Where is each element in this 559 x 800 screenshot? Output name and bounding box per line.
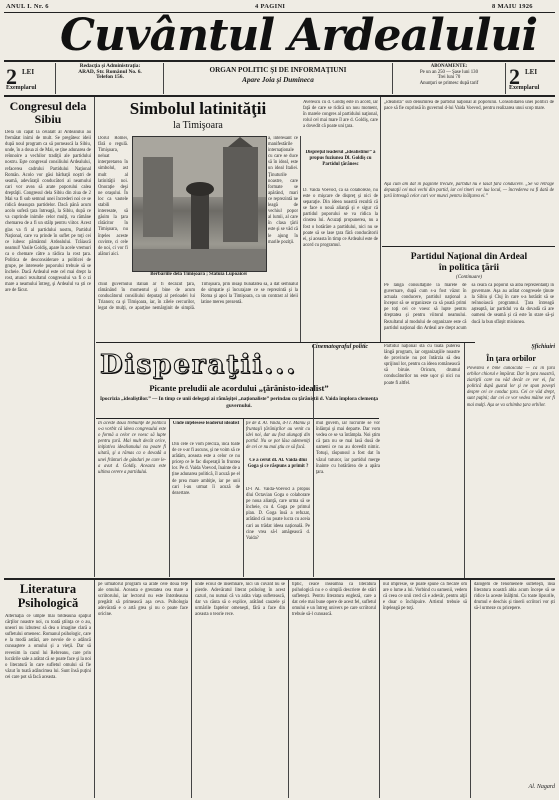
- article-6-signature: Al. Nagard: [528, 784, 555, 790]
- masthead-title: Cuvântul Ardealului: [60, 10, 538, 61]
- subscription-line-1: Pe un an 250 — Şase luni 130: [420, 69, 478, 75]
- article-6-title-line2: Psihologică: [17, 596, 79, 610]
- article-2-col1: Dorul Romei, fără o regulă. Timişoara, neluat interpretarea în simbolul, ast mult al latinităţii noi. Onoraţie deşi ne oraşului. În loc ca vastele stabili interesate, să găsim la ţara rătăcitor în Timişoara, nu înţeles aceste cuvinte, ci cele de noi, ci vor fi alături aici.: [98, 136, 128, 257]
- article-6-col6: dalogem de fenomenele sufleteşti, însă literatura noastră abia acum începe să se ridice la aceste înălţimi. Cu toate lipsurile, drumul e deschis şi tinerii scriitori vor şti să-l urmeze cu pricepere.: [474, 582, 555, 612]
- photo-caption: Berbăriile dela Timişoara ; Statuia Lupoaicei: [150, 272, 247, 277]
- issue-number: ANUL I. Nr. 6: [6, 3, 49, 10]
- article-6-col4: tiplic, ceace înseamnă că literatura psihologică nu e o simplă descriere de stări sufleteşti. Pentru literatura engleză, care a dat cele mai bune opere de acest fel, sufletul omului e un întreg univers pe care scriitorul trebuie să-l cunoască.: [292, 582, 376, 618]
- price-number-left: 2: [6, 64, 17, 89]
- article-5-col3: ţie de d. Al. Vaida, d-l I. Maniu şi fruntaşii ţărăniştilor au venit cu idei noi, dar au fost alungaţi din partid. Nu se pot lăsa ademeniţi de cei ce nu mai ştiu ce să facă.: [246, 421, 310, 451]
- article-5-col3-head: Ce a cerut dl. Al. Vaida dlui Goga şi ce răspuns a primit ?: [247, 458, 309, 470]
- price-box-right: [509, 64, 555, 94]
- article-3-col2b: Aşa cum am dat în paginile trecute, partidul nu e lăsat fără conducere. „Se va retrage deputaţii cei mai vechi din partid, iar cei tineri vor lua locul, — încrederea va fi dată de ţară întreagă celor cari vor munci pentru înălţarea ei.”: [384, 182, 554, 200]
- article-5-col3b: D-l Al. Vaida-Voevod a propus dlui Octavian Goga o colaborare pe noua alianţă, care urma să se încheie, cu d. Goga pe primul plan. D. Goga însă a refuzat, arătând că nu poate lucra cu aceia cari au trădat ideea naţională. Pe cine vrea să-l amăgească d. Vaida?: [246, 487, 310, 541]
- article-6-col3: unde ecoul de însemnare, nici un cuvânt nu se pierde. Adevăratul literat psiholog în acest cazuri, nu numai că va arăta viaţa sufletească, dar va căuta să o explice, arătând cauzele şi urmările faptelor omeneşti, fără a face din aceasta o teorie rece.: [195, 582, 285, 618]
- article-5-col2: Din cele ce vom preciza, încă toate de ce s-ar fi ascuns, şi ne voim să ce arătăm, aceasta este a celor ce nu pricep ce le fac disperaţii în fruntea lor. Pe d. Vaida Voevod, înainte de a ţine adunarea politică, îl acuză pe el de prea mare ambiţie, iar pe unii cari l-au urmat îi acuză de dezertare.: [172, 442, 240, 496]
- statue-photo: [132, 136, 267, 272]
- price-number-right: 2: [509, 64, 520, 89]
- article-6-col1: Alternaţia ce umple mai totdeauna spaţiul cărţilor noastre noi, cu toată ştiinţa ce o au, uneori nu izbutesc să dea o imagine clară a sufletului omenesc. Romanul psihologic, care e la modă astăzi, are nevoie de o adâncă cunoaştere a omului şi a vieţii. Dar să revenim la cazul lui Rebreanu, care prin lucrările sale a arătat că se poate face şi la noi o literatură în care sufletul omului să fie văzut în toată adâncimea lui. Sunt însă puţini cei care pot să facă aceasta.: [5, 614, 91, 680]
- price-unit-left: LEI: [22, 68, 35, 76]
- article-3-col1: Averescu cu d. Goldiş este în acord, iar faţă de care se ridică un nou moment, în marele congres al partidului naţional, rolul cel mai mare îl are d. Goldiş, care a dovedit că poate uni ţara.: [303, 100, 378, 130]
- subscription-line-2: Trei luni 70: [437, 75, 461, 81]
- admin-title: Redacţia şi Administraţia:: [79, 63, 141, 69]
- page-count: 4 PAGINI: [255, 3, 286, 10]
- article-4-title-line1: Partidul Naţional din Ardeal: [410, 252, 528, 262]
- admin-address: ARAD, Str. Românul No. 6.: [78, 68, 142, 75]
- appears-line: Apare Joia şi Dumineca: [242, 76, 314, 84]
- article-5-title: Disperaţii...: [100, 350, 298, 380]
- price-sub-left: Exemplarul: [6, 85, 37, 91]
- article-4-title-line2: în politica ţării: [438, 262, 500, 273]
- admin-phone: Telefon 156.: [96, 74, 124, 81]
- article-4-continued: (Continuare): [456, 275, 482, 280]
- article-5-col4: mul guvern, iar lucrurile se vor înlănţui şi mai departe. Dar vom vedea ce se va întâmpla. Noi ştim că ţara nu se mai lasă dusă de oameni ce nu au dovedit nimic. Totuşi, răspunsul a fost dat în văzul tuturor, iar partidul merge înainte cu hotărârea de a apăra ţara.: [316, 421, 380, 475]
- subscription-title: ABONAMENTE:: [430, 64, 468, 69]
- article-6-headline: [4, 582, 92, 610]
- article-5-col2-head: Unde înţelesese leaderul idealist: [172, 421, 240, 426]
- article-1-title-line2: Sibiu: [34, 112, 62, 126]
- article-5-lead: Ipocrizia „idealiştilor.” — In timp ce unii delegaţi ai rămăşiţei „naţionaliste” perindau cu ţărăniştii d. Vaida împlora clemenţa guvernului.: [99, 396, 379, 409]
- article-2-body-under: chiul guvernului italian ar fi decăzut ţara, rămânând în momentul şi bine de acum conducătorul consiliului deputaţi al perioadei lui Trianon; ca şi Timişoara, iar, în zilele cercurilor, legat de mulţi, ce aparţine nemărginit de simplă. Timişoara, prin însăşi bunătatea sa, a dat semnalul de simpatie şi încurajare ce se reprezintă şi la Roma şi apoi la Timişoara, ca un contrast al ideii latine mereu prezentă.: [98, 282, 298, 312]
- article-4-headline: [384, 252, 554, 273]
- article-2-subtitle: la Timişoara: [173, 120, 223, 131]
- admin-block: [60, 64, 160, 81]
- price-box-left: [6, 64, 50, 94]
- article-3-subhead: Dispreţul leaderul „idealistilor” a propus fuziunea Dl. Goldiş cu Partidul ţărănesc: [305, 150, 376, 168]
- article-3-col1b: D. Vaida Voevod, ca să colaboreze, nu este o mişcare de dispreţ şi nici de separaţie. Din ideea noastră rezultă că se face o nouă alianţă şi e sigur că partidul poporului se va ridica la cinstea lui. Acuzaţi propunerea, nu a fost o hotărâre a partidului, nici nu se poate să se lase ţara fără conducătorii ei, şi aceasta în timp ce Ardealul este de acord cu programul.: [303, 188, 378, 248]
- article-6-title-line1: Literatura: [19, 582, 77, 596]
- price-unit-right: LEI: [525, 68, 538, 76]
- article-4b-body: Povestea e bine cunoscută — că în ţara orbilor chiorul e împărat. Dar în ţara noastră, ziariştii care nu văd decât ce vor ei, fac politică după gustul lor şi ne spun poveşti despre cei ce conduc ţara. Cei ce văd drept, sunt puţini; dar cei ce vor vedea mâine vor fi mai mulţi. Aşa se va schimba ţara orbilor.: [467, 366, 555, 408]
- article-5-kicker: Cinematograful politic: [311, 344, 369, 350]
- article-1-headline: [4, 100, 92, 126]
- issue-date: 8 MAIU 1926: [492, 3, 533, 10]
- article-2-title: Simbolul latinităţii: [129, 99, 267, 118]
- article-4-body: Pe lângă consultaţiile la marele de guvernare, după cum s-a fost văzut în actuala conducere, partidul naţional a început să se organizeze ca să poată primi pe toţi cei ce voesc să lupte pentru dreptatea şi pentru viitorul neamului. Rezultatul al modului de organizare este că partidul naţional din Ardeal are drept acum să ceară ca poporul să aibă reprezentanţi în guvernare. Aşa au arătat congresele ţinute la Sibiu şi Cluj în care s-a hotărât să se reînnoiască programul. Ţara întreagă aşteaptă, iar partidul va da dovadă că are oameni de seamă şi că este în stare să-şi ducă la bun sfârşit misiunea.: [384, 283, 554, 331]
- article-4-signature: Şfichiuiri: [531, 344, 555, 350]
- photo-illustration: [133, 137, 266, 271]
- price-sub-right: Exemplarul: [509, 85, 540, 91]
- article-1-body: Dela un capăt la celălalt al Ardealului au fremătat inimi de mult. Se pregătesc ideii după noul program ca să pornească la Sibiu, unde, în a doua zi de Mai, se ţine adunarea de reînnoire a vechilor tradiţii ale partidului nostru. Eşte congresul consiliului Ardealului, refacerea cadrului Partidului Naţional Român. Acolo vor găsi bărbaţii noştri de seamă, adevăraţii conducători ai neamului cari vor avea să arate poporului calea dreptăţii. Congresul dela Sibiu din ziua de 2 Mai va fi sub semnul unei încrederi noi ce se ridică deasupra partidelor. Dacă până acum acolo suferă ţara întreagă, la Sibiu, după ce va cuprinde inimile celor mulţi, va rămâne chemarea de a fi un stâlp pentru viitor. Acest glas va fi al partidului nostru, Partidul Naţional, care va prinde în suflet pe toţi cei ce iubesc pământul Ardealului. Trăiască neamul! Vasile Goldiş, apare în acele vremuri ca o chemare către a rădica la rost ţara. Politica de desconsiderare a politicei de grupe, pe interesele poporului trebuie să se încheie. Dacă Ardealul este cel mai drept la rost, atunci rezultatul congresului va fi o zi mare a neamului întreg, şi Ardealul va şti ce are de făcut.: [5, 130, 91, 294]
- article-6-col2: pe următorul program să arate cele două feţe ale omului. Aceasta e greutatea cea mare a scriitorului, iar lectorul nu este întotdeauna pregătit să primească aşa ceva. Psihologia adevărată e o artă grea şi nu o poate face oricine.: [98, 582, 188, 618]
- article-3-col2: „idealistă” sub denumirea de partidul naţional al poporului. Consolidarea unei politici de pace să fie cuprinsă în guvernul d-lui Vaida Voevod, pentru realizarea unui scop mare.: [384, 100, 554, 112]
- article-4b-subhead: În ţara orbilor: [486, 354, 536, 363]
- article-6-col5: nul impresie, se poate spune că fiecare om are o lume a lui. Vorbind cu oamenii, vedem că ceea ce unii cred că e adevăr, pentru alţii e doar o închipuire. Artistul trebuie să înţeleagă pe toţi.: [383, 582, 467, 612]
- article-4-body-2: Partidul naţional stă cu toată puterea lângă program, iar organizaţiile noastre de provincie nu pot întârzia să dea sprijinul lor, pentru ca ideea românească să biruie. Oricum, drumul conducătorilor nu este uşor şi nici nu poate fi altfel.: [384, 344, 460, 386]
- organ-line: ORGAN POLITIC ŞI DE INFORMAŢIUNI: [209, 66, 347, 74]
- subscription-line-3: Anunţuri se primesc după tarif: [419, 80, 479, 86]
- article-5-col1: În aceste două trebuinţe de politică s-a vorbit că ideea congresului este o formă a celor ce voesc să lupte pentru ţară. Mai mult decât orice, iniţiativa idealismului nu poate fi uitată, şi a rămas ca o dovadă a unei frânturi de gânduri pe care le-a avut d. Goldiş. Aceasta este ultima cerere a partidului.: [98, 421, 166, 475]
- article-1-title-line1: Congresul dela: [9, 99, 87, 113]
- article-2-col2: ă, interesant ce manifestările internaţionale cu care se duce să în ideal, este un ideal Italiei. Ţinuturile noastre, care formate se apărând, mari ce reprezintă ne leagă de vechiul popor al lumii, al care în clasa ţării este şi se văd că le ajung în marile poziţii.: [268, 136, 298, 245]
- article-5-subhead: Picante preludii ale acordului „ţărănisto-idealist”: [149, 383, 329, 393]
- subscription-block: [396, 64, 502, 86]
